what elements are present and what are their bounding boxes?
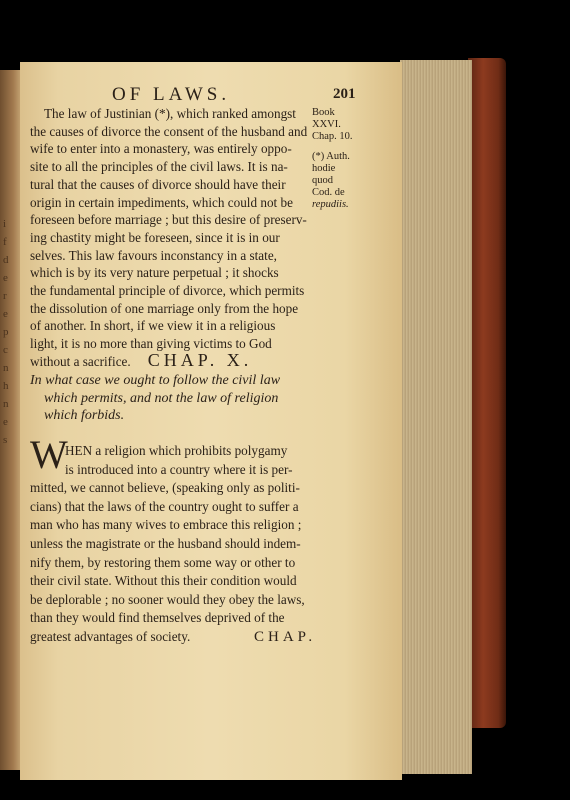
margin-note-line: (*) Auth. [312, 151, 350, 162]
facing-page-letter: e [3, 416, 8, 428]
catchword: CHAP. [254, 629, 317, 645]
text-line: ing chastity might be foreseen, since it is in our [30, 229, 280, 245]
margin-note-line: repudiis. [312, 199, 349, 210]
facing-page-letter: n [3, 362, 9, 374]
facing-page-letter: c [3, 344, 8, 356]
facing-page-letter: n [3, 398, 9, 410]
facing-page-letter: e [3, 308, 8, 320]
text-line: nify them, by restoring them some way or other to [30, 554, 296, 570]
text-line: light, it is no more than giving victims to God [30, 336, 272, 352]
paragraph-2 [30, 442, 360, 647]
facing-page-letter: h [3, 380, 9, 392]
facing-page-letter: i [3, 218, 7, 230]
text-line: the dissolution of one marriage only from the hope [30, 300, 299, 316]
text-line: man who has many wives to embrace this religion ; [30, 517, 302, 533]
book-page [20, 62, 402, 780]
text-line: wife to enter into a monastery, was entirely oppo- [30, 141, 292, 157]
book-cover [468, 58, 506, 728]
margin-note-line: quod [312, 175, 333, 186]
text-line: site to all the principles of the civil laws. It is na- [30, 159, 288, 175]
facing-page-edge [0, 70, 22, 770]
text-line: be deplorable ; no sooner would they obey the laws, [30, 591, 305, 607]
chapter-heading: CHAP. X. [147, 350, 253, 370]
running-head: OF LAWS. [112, 84, 231, 105]
text-line: than they would find themselves deprived of the [30, 610, 285, 626]
facing-page-letter: r [3, 290, 7, 302]
text-line: The law of Justinian (*), which ranked amongst [44, 106, 296, 121]
chapter-title-line: which permits, and not the law of religion [44, 390, 279, 406]
text-line: greatest advantages of society. [30, 628, 191, 644]
page-number: 201 [333, 86, 356, 102]
facing-page-letter: s [3, 434, 8, 446]
text-line: foreseen before marriage ; but this desire of preserv- [30, 212, 307, 228]
text-line: selves. This law favours inconstancy in a state, [30, 247, 277, 263]
margin-note [312, 107, 372, 211]
text-line: the fundamental principle of divorce, which permits [30, 283, 305, 299]
text-line: is introduced into a country where it is per- [65, 461, 293, 477]
margin-note-line: Chap. 10. [312, 131, 353, 142]
text-line: HEN a religion which prohibits polygamy [65, 443, 288, 458]
text-line: the causes of divorce the consent of the husband and [30, 123, 308, 139]
margin-note-line: XXVI. [312, 119, 341, 130]
facing-page-letter: d [3, 254, 9, 266]
text-line: cians) that the laws of the country ought to suffer a [30, 498, 299, 514]
text-line: which is by its very nature perpetual ; it shocks [30, 265, 279, 281]
facing-page-letter: p [3, 326, 9, 338]
text-line: their civil state. Without this their condition would [30, 573, 297, 589]
facing-page-letter: e [3, 272, 8, 284]
chapter-title [30, 372, 360, 425]
text-line: unless the magistrate or the husband should indem- [30, 535, 301, 551]
text-line: mitted, we cannot believe, (speaking only as politi- [30, 480, 300, 496]
margin-note-line: Book [312, 107, 335, 118]
chapter-title-line: In what case we ought to follow the civil law [30, 373, 281, 388]
text-line: of another. In short, if we view it in a religious [30, 318, 276, 334]
text-line: origin in certain impediments, which could not be [30, 194, 293, 210]
text-line: tural that the causes of divorce should have their [30, 176, 286, 192]
drop-cap: W [30, 432, 68, 477]
text-line: without a sacrifice. [30, 353, 131, 369]
chapter-title-line: which forbids. [44, 408, 125, 423]
paragraph-1 [30, 105, 308, 371]
margin-note-line: Cod. de [312, 187, 345, 198]
page-fore-edge [400, 60, 472, 774]
margin-note-line: hodie [312, 163, 336, 174]
facing-page-letter: f [3, 236, 7, 248]
